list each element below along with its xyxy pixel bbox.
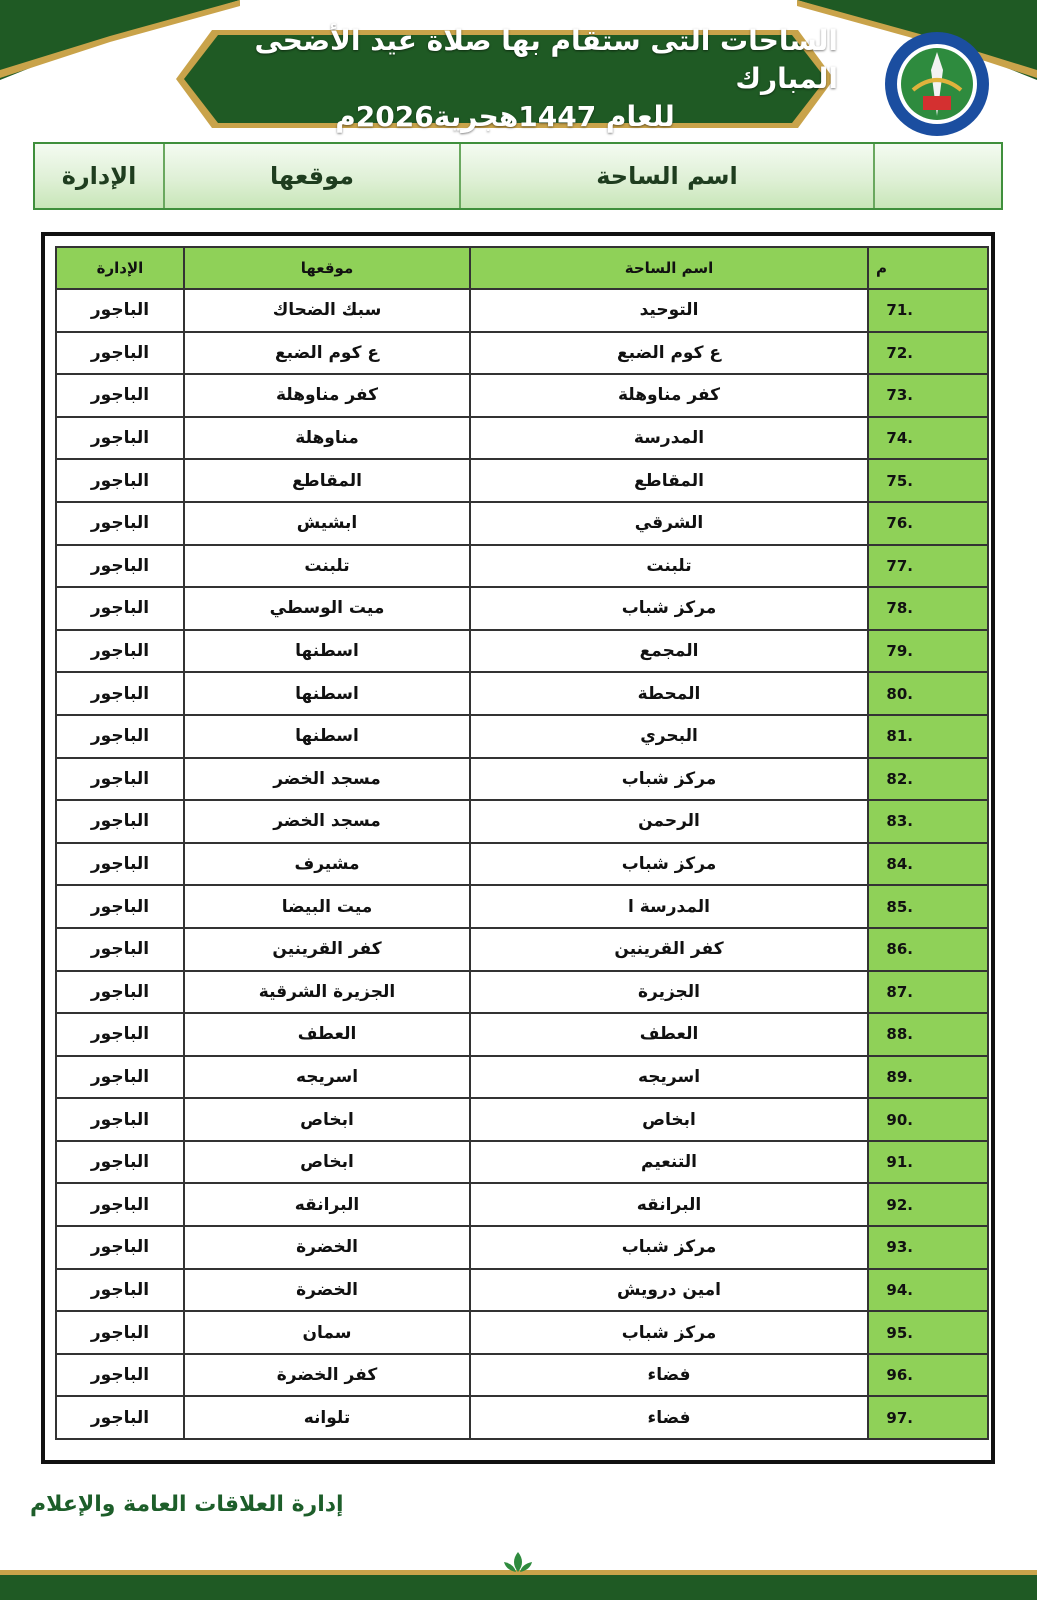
row-number: 86. (886, 940, 913, 959)
row-location: تلوانه (184, 1396, 470, 1439)
row-admin: الباجور (56, 715, 184, 758)
row-admin: الباجور (56, 885, 184, 928)
row-number: 89. (886, 1067, 913, 1086)
table-row (56, 715, 988, 758)
row-location: اسطنها (184, 715, 470, 758)
row-number: 95. (886, 1323, 913, 1342)
row-location: البرانقه (184, 1183, 470, 1226)
row-name: اسريجه (470, 1056, 868, 1099)
table-row (56, 417, 988, 460)
row-admin: الباجور (56, 928, 184, 971)
row-admin: الباجور (56, 587, 184, 630)
row-name: البرانقه (470, 1183, 868, 1226)
row-name: كفر مناوهلة (470, 374, 868, 417)
row-admin: الباجور (56, 843, 184, 886)
page-title: الساحات التى ستقام بها صلاة عيد الأضحى المبارك (254, 24, 838, 95)
row-admin: الباجور (56, 1098, 184, 1141)
row-number: 76. (886, 514, 913, 533)
row-location: اسطنها (184, 630, 470, 673)
row-admin: الباجور (56, 1354, 184, 1397)
table-row (56, 587, 988, 630)
row-admin: الباجور (56, 374, 184, 417)
row-name: مركز شباب (470, 1226, 868, 1269)
row-name: التوحيد (470, 289, 868, 332)
row-number: 84. (886, 855, 913, 874)
page-subtitle: للعام 1447هجرية2026م (335, 100, 675, 133)
col-location-header: موقعها (184, 247, 470, 289)
row-location: سمان (184, 1311, 470, 1354)
table-row (56, 545, 988, 588)
row-name: مركز شباب (470, 758, 868, 801)
row-name: المدرسة ا (470, 885, 868, 928)
header-location: موقعها (163, 144, 459, 208)
row-number: 75. (886, 471, 913, 490)
row-name: الشرقي (470, 502, 868, 545)
row-location: الخضرة (184, 1226, 470, 1269)
table-row (56, 1226, 988, 1269)
row-admin: الباجور (56, 630, 184, 673)
row-number: 88. (886, 1025, 913, 1044)
row-admin: الباجور (56, 459, 184, 502)
row-admin: الباجور (56, 545, 184, 588)
row-name: مركز شباب (470, 843, 868, 886)
row-name: مركز شباب (470, 1311, 868, 1354)
row-number: 82. (886, 769, 913, 788)
table-row (56, 1098, 988, 1141)
mosques-table (55, 246, 989, 1440)
row-admin: الباجور (56, 672, 184, 715)
governorate-logo (883, 30, 991, 138)
row-location: ابخاص (184, 1098, 470, 1141)
row-name: العطف (470, 1013, 868, 1056)
table-row (56, 630, 988, 673)
row-number: 94. (886, 1280, 913, 1299)
table-row (56, 374, 988, 417)
row-admin: الباجور (56, 332, 184, 375)
row-number: 81. (886, 727, 913, 746)
row-location: كفر الخضرة (184, 1354, 470, 1397)
row-admin: الباجور (56, 502, 184, 545)
row-name: فضاء (470, 1396, 868, 1439)
row-location: ع كوم الضبع (184, 332, 470, 375)
row-number: 85. (886, 897, 913, 916)
table-row (56, 1013, 988, 1056)
row-location: مناوهلة (184, 417, 470, 460)
table-row (56, 459, 988, 502)
table-row (56, 1269, 988, 1312)
table-row (56, 1141, 988, 1184)
row-location: المقاطع (184, 459, 470, 502)
header-admin: الإدارة (61, 162, 137, 190)
table-row (56, 502, 988, 545)
table-row (56, 1056, 988, 1099)
row-admin: الباجور (56, 758, 184, 801)
row-name: المحطة (470, 672, 868, 715)
row-location: الجزيرة الشرقية (184, 971, 470, 1014)
row-location: سبك الضحاك (184, 289, 470, 332)
row-location: تلبنت (184, 545, 470, 588)
row-admin: الباجور (56, 417, 184, 460)
col-admin-header: الإدارة (56, 247, 184, 289)
row-name: المجمع (470, 630, 868, 673)
table-row (56, 843, 988, 886)
table-row (56, 1396, 988, 1439)
table-row (56, 672, 988, 715)
row-number: 77. (886, 556, 913, 575)
col-num-header: م (868, 247, 988, 289)
row-location: ابشيش (184, 502, 470, 545)
table-row (56, 800, 988, 843)
table-row (56, 332, 988, 375)
footer-department: إدارة العلاقات العامة والإعلام (30, 1492, 344, 1517)
table-row (56, 971, 988, 1014)
row-number: 83. (886, 812, 913, 831)
table-row (56, 758, 988, 801)
row-number: 79. (886, 642, 913, 661)
row-name: المدرسة (470, 417, 868, 460)
row-number: 97. (886, 1408, 913, 1427)
row-location: العطف (184, 1013, 470, 1056)
row-location: كفر مناوهلة (184, 374, 470, 417)
row-name: ع كوم الضبع (470, 332, 868, 375)
row-admin: الباجور (56, 1396, 184, 1439)
row-number: 87. (886, 982, 913, 1001)
footer-decoration (0, 1548, 1037, 1600)
row-admin: الباجور (56, 971, 184, 1014)
row-number: 96. (886, 1366, 913, 1385)
row-name: الرحمن (470, 800, 868, 843)
row-location: اسطنها (184, 672, 470, 715)
row-number: 93. (886, 1238, 913, 1257)
row-admin: الباجور (56, 1311, 184, 1354)
row-admin: الباجور (56, 1183, 184, 1226)
row-number: 80. (886, 684, 913, 703)
row-name: البحري (470, 715, 868, 758)
table-row (56, 1354, 988, 1397)
table-row (56, 1183, 988, 1226)
row-name: فضاء (470, 1354, 868, 1397)
row-number: 91. (886, 1153, 913, 1172)
row-number: 72. (886, 343, 913, 362)
row-number: 71. (886, 301, 913, 320)
row-admin: الباجور (56, 1056, 184, 1099)
table-row (56, 1311, 988, 1354)
table-header-row (56, 247, 988, 289)
row-number: 74. (886, 429, 913, 448)
row-name: كفر القرينين (470, 928, 868, 971)
row-admin: الباجور (56, 800, 184, 843)
col-name-header: اسم الساحة (470, 247, 868, 289)
row-location: مسجد الخضر (184, 758, 470, 801)
table-row (56, 885, 988, 928)
row-name: امين درويش (470, 1269, 868, 1312)
row-admin: الباجور (56, 1141, 184, 1184)
row-name: التنعيم (470, 1141, 868, 1184)
row-number: 90. (886, 1110, 913, 1129)
row-location: الخضرة (184, 1269, 470, 1312)
row-name: الجزيرة (470, 971, 868, 1014)
row-number: 73. (886, 386, 913, 405)
row-location: ميت الوسطي (184, 587, 470, 630)
row-admin: الباجور (56, 1013, 184, 1056)
row-number: 92. (886, 1195, 913, 1214)
row-name: المقاطع (470, 459, 868, 502)
table-row (56, 289, 988, 332)
row-location: كفر القرينين (184, 928, 470, 971)
row-name: مركز شباب (470, 587, 868, 630)
row-name: ابخاص (470, 1098, 868, 1141)
row-location: ميت البيضا (184, 885, 470, 928)
row-name: تلبنت (470, 545, 868, 588)
table-frame (41, 232, 995, 1464)
row-location: ابخاص (184, 1141, 470, 1184)
row-location: مشيرف (184, 843, 470, 886)
table-row (56, 928, 988, 971)
row-location: اسريجه (184, 1056, 470, 1099)
header-name: اسم الساحة (459, 144, 873, 208)
row-admin: الباجور (56, 1269, 184, 1312)
row-admin: الباجور (56, 289, 184, 332)
row-number: 78. (886, 599, 913, 618)
column-header-bar (33, 142, 1003, 210)
row-location: مسجد الخضر (184, 800, 470, 843)
row-admin: الباجور (56, 1226, 184, 1269)
title-banner (172, 26, 838, 132)
